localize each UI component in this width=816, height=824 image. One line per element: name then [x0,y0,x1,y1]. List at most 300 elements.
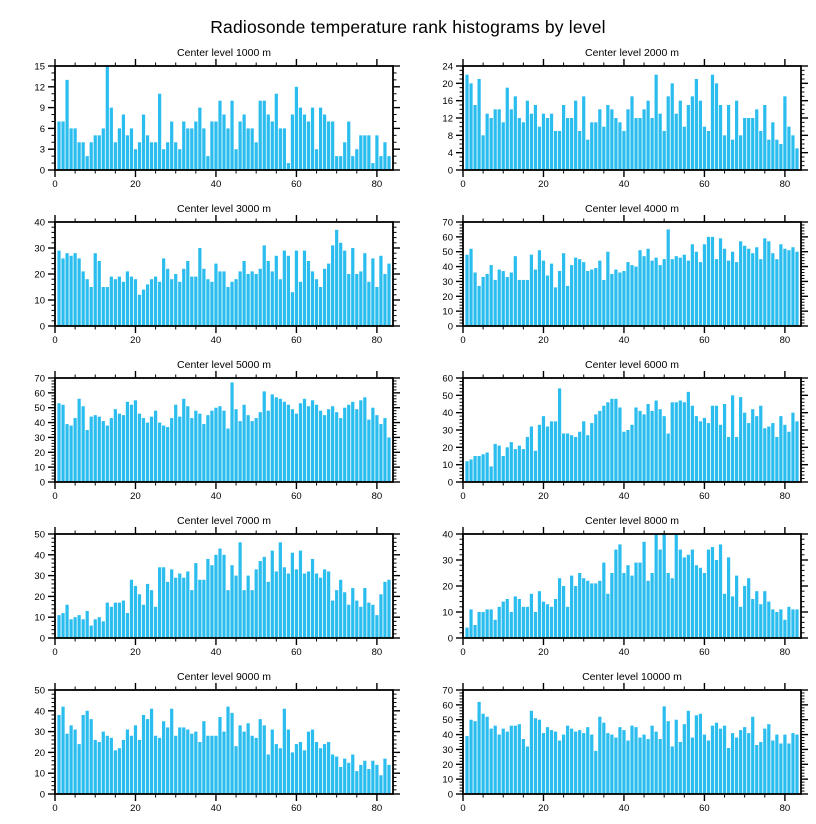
bar [739,241,742,326]
bar [247,415,250,482]
bar [502,602,505,638]
bar [166,142,169,170]
bars-group [57,66,390,170]
bar [606,402,609,482]
bar [247,128,250,170]
subplot-5 [0,356,408,512]
bar [522,607,525,638]
bar [494,109,497,170]
bar [506,599,509,638]
bar [526,280,529,326]
x-tick-label: 60 [291,335,302,346]
bar [490,118,493,170]
bar [243,261,246,326]
bar [315,279,318,326]
y-tick-label: 0 [39,477,45,489]
bar [566,118,569,170]
bar [339,418,342,482]
bar [783,249,786,326]
bar [743,727,746,794]
bar [667,229,670,326]
bar [783,620,786,638]
bar [602,406,605,482]
bar [695,79,698,170]
x-tick-label: 40 [618,491,630,502]
y-tick-label: 30 [442,555,453,567]
bar [114,750,117,794]
bar [355,149,358,170]
bar [275,94,278,170]
bar [78,258,81,326]
bar [182,727,185,794]
bar [610,573,613,638]
bar [130,405,133,482]
bar [166,427,169,482]
subplot-title: Center level 9000 m [177,671,271,683]
bar [598,581,601,638]
bar [711,75,714,170]
x-tick-label: 80 [371,803,383,814]
bar [174,142,177,170]
bar [679,401,682,482]
bar [566,726,569,794]
bars-group [465,388,798,482]
bar [198,580,201,638]
bar [574,586,577,638]
bar [275,744,278,794]
bar [271,551,274,638]
subplot-cell-1 [0,44,408,200]
bar [763,105,766,170]
bar [719,425,722,482]
bar [267,115,270,170]
bar [194,121,197,170]
y-tick-label: 20 [34,447,45,459]
bar [683,127,686,170]
bar [319,108,322,170]
bar [343,592,346,638]
bar [134,725,137,794]
bar [594,751,597,794]
bar [795,609,798,638]
bar [238,725,241,794]
x-tick-label: 0 [52,647,58,658]
bar [574,732,577,794]
bar [655,534,658,638]
bar [271,730,274,794]
bar [679,101,682,170]
bar [182,121,185,170]
bar [234,746,237,794]
bar [275,397,278,482]
bar [355,409,358,482]
bar [367,769,370,794]
x-tick-label: 20 [130,647,141,658]
bar [759,406,762,482]
bar [359,607,362,638]
bar [387,765,390,794]
bar [194,277,197,326]
bar [473,105,476,170]
bar [638,563,641,638]
bar [222,732,225,794]
bar [755,591,758,638]
bar [739,135,742,170]
bar [747,733,750,794]
bar [218,549,221,638]
y-tick-label: 30 [34,571,45,583]
x-tick-label: 80 [779,179,791,190]
y-tick-label: 70 [34,373,45,385]
bar [477,456,480,482]
bar [646,101,649,170]
bar [626,741,629,794]
bar [299,282,302,326]
bar [178,727,181,794]
bar [287,730,290,794]
bar [582,578,585,638]
bar [178,574,181,638]
bar [638,118,641,170]
bar [763,729,766,794]
x-tick-label: 40 [618,335,630,346]
bar [307,732,310,794]
bar [570,576,573,638]
bar [323,115,326,170]
bar [622,432,625,482]
bar [174,405,177,482]
x-tick-label: 20 [538,179,549,190]
bar [162,149,165,170]
bar [57,403,60,482]
bar [230,101,233,170]
bar [251,421,254,482]
bar [671,259,674,326]
bar [598,717,601,794]
bar [214,555,217,638]
bar [514,96,517,170]
bar [534,270,537,326]
bar [606,594,609,638]
bar [379,156,382,170]
y-tick-label: 0 [447,633,453,645]
bar [795,148,798,170]
bar [594,122,597,170]
bar [57,121,60,170]
x-tick-label: 80 [371,335,383,346]
bar [271,394,274,482]
bar [303,399,306,482]
bar [791,733,794,794]
bar [259,412,262,482]
bar [707,741,710,794]
bar [667,433,670,482]
bar [90,142,93,170]
subplot-cell-7 [0,512,408,668]
bar [69,725,72,794]
bar [703,573,706,638]
bar [355,771,358,794]
bar [482,135,485,170]
bar [142,115,145,170]
bar [295,251,298,326]
bar [542,114,545,170]
bar [106,66,109,170]
bar [65,734,68,794]
bar [687,105,690,170]
y-tick-label: 50 [34,685,45,697]
x-tick-label: 60 [699,491,710,502]
bar [94,415,97,482]
bar [578,131,581,170]
bar [554,287,557,326]
bar [150,709,153,794]
bar [291,409,294,482]
bar [387,156,390,170]
bar [731,733,734,794]
bars-group [465,702,798,794]
bar [138,142,141,170]
bar [642,542,645,638]
bar [69,619,72,638]
bar [174,274,177,326]
bar [550,114,553,170]
bar [530,114,533,170]
bar [65,605,68,638]
bar [743,586,746,638]
bar [335,590,338,638]
bar [57,615,60,638]
bar [198,414,201,482]
bars-group [465,229,798,326]
bar [214,121,217,170]
bar [727,748,730,794]
bar [703,127,706,170]
y-tick-label: 40 [442,730,453,742]
bar [506,277,509,326]
bar [719,729,722,794]
x-tick-label: 40 [210,803,222,814]
bar [295,744,298,794]
bar [494,444,497,482]
bar [118,277,121,326]
bar [142,418,145,482]
x-tick-label: 20 [130,803,141,814]
y-tick-label: 10 [442,306,453,318]
bar [283,251,286,326]
bar [618,544,621,638]
bar [130,580,133,638]
bar [383,582,386,638]
y-tick-label: 60 [34,388,45,400]
bar [465,255,468,326]
bar [98,617,101,638]
bar [735,262,738,326]
bar [715,723,718,794]
bar [255,274,258,326]
subplot-7 [0,512,408,668]
bar [387,437,390,482]
bar [186,406,189,482]
bar [486,274,489,326]
bar [550,730,553,794]
bar [667,573,670,638]
bar [61,707,64,794]
y-tick-label: 20 [442,78,453,90]
bar [610,274,613,326]
bar [486,717,489,794]
bar [526,437,529,482]
bar [323,269,326,326]
bar [465,461,468,482]
bar [234,149,237,170]
bar [646,249,649,326]
bar [582,733,585,794]
bar [130,277,133,326]
bar [562,735,565,794]
y-tick-label: 50 [442,247,453,259]
bar [763,428,766,482]
bar [214,408,217,482]
bar [735,101,738,170]
bar [578,432,581,482]
bar [102,732,105,794]
bar [522,280,525,326]
bar [482,612,485,638]
x-tick-label: 80 [371,647,383,658]
bar [538,591,541,638]
bar [154,736,157,794]
bar [319,411,322,482]
bar [590,270,593,326]
bar [626,109,629,170]
bar [339,243,342,326]
bar [387,580,390,638]
bar [586,435,589,482]
bar [711,726,714,794]
bar [771,423,774,482]
bar [574,258,577,326]
bar [226,287,229,326]
bar [295,569,298,638]
bar [630,425,633,482]
y-tick-label: 0 [447,789,453,801]
bar [234,576,237,638]
bar [138,414,141,482]
y-tick-label: 30 [442,425,453,437]
bar [323,569,326,638]
bar [214,736,217,794]
subplot-title: Center level 1000 m [177,47,271,59]
bar [335,156,338,170]
bar [514,596,517,638]
bar [82,715,85,794]
bar [791,413,794,482]
bar [735,576,738,638]
bar [751,409,754,482]
bar [279,399,282,482]
bar [550,421,553,482]
bar [379,775,382,794]
x-tick-label: 20 [538,335,549,346]
bar [502,122,505,170]
bar [731,140,734,170]
bar [622,271,625,326]
bar [251,736,254,794]
bar [695,252,698,326]
bar [190,277,193,326]
x-tick-label: 80 [779,647,791,658]
bar [206,279,209,326]
bar [214,264,217,326]
bar [138,295,141,326]
bar [226,707,229,794]
bar [775,140,778,170]
bar [731,395,734,482]
bar [291,115,294,170]
bar [74,418,77,482]
subplot-cell-2 [408,44,816,200]
bar [646,404,649,482]
bar [538,425,541,482]
bar [327,121,330,170]
bar [687,392,690,482]
bar [170,279,173,326]
bar [671,83,674,170]
y-tick-label: 16 [442,96,453,108]
bar [518,724,521,794]
x-tick-label: 80 [779,491,791,502]
bar [779,743,782,794]
bar [510,109,513,170]
bar [482,714,485,794]
bar [190,734,193,794]
subplot-title: Center level 5000 m [177,359,271,371]
bar [502,271,505,326]
bar [590,122,593,170]
bar [558,741,561,794]
bar [130,128,133,170]
bar [371,408,374,482]
bar [102,128,105,170]
subplot-cell-6 [408,356,816,512]
bar [226,590,229,638]
bar [691,244,694,326]
bar [743,413,746,482]
bar [78,399,81,482]
bar [206,415,209,482]
bar [202,580,205,638]
bar [339,767,342,794]
bar [126,135,129,170]
y-tick-label: 20 [442,442,453,454]
bar [590,423,593,482]
bar [490,265,493,326]
x-tick-label: 40 [210,647,222,658]
bar [122,282,125,326]
bar [727,105,730,170]
x-tick-label: 40 [210,491,222,502]
bar [703,244,706,326]
bar [602,127,605,170]
bar [291,292,294,326]
bar [271,121,274,170]
bar [675,402,678,482]
bar [683,255,686,326]
subplot-4 [408,200,816,356]
bar [719,238,722,326]
y-tick-label: 50 [442,390,453,402]
